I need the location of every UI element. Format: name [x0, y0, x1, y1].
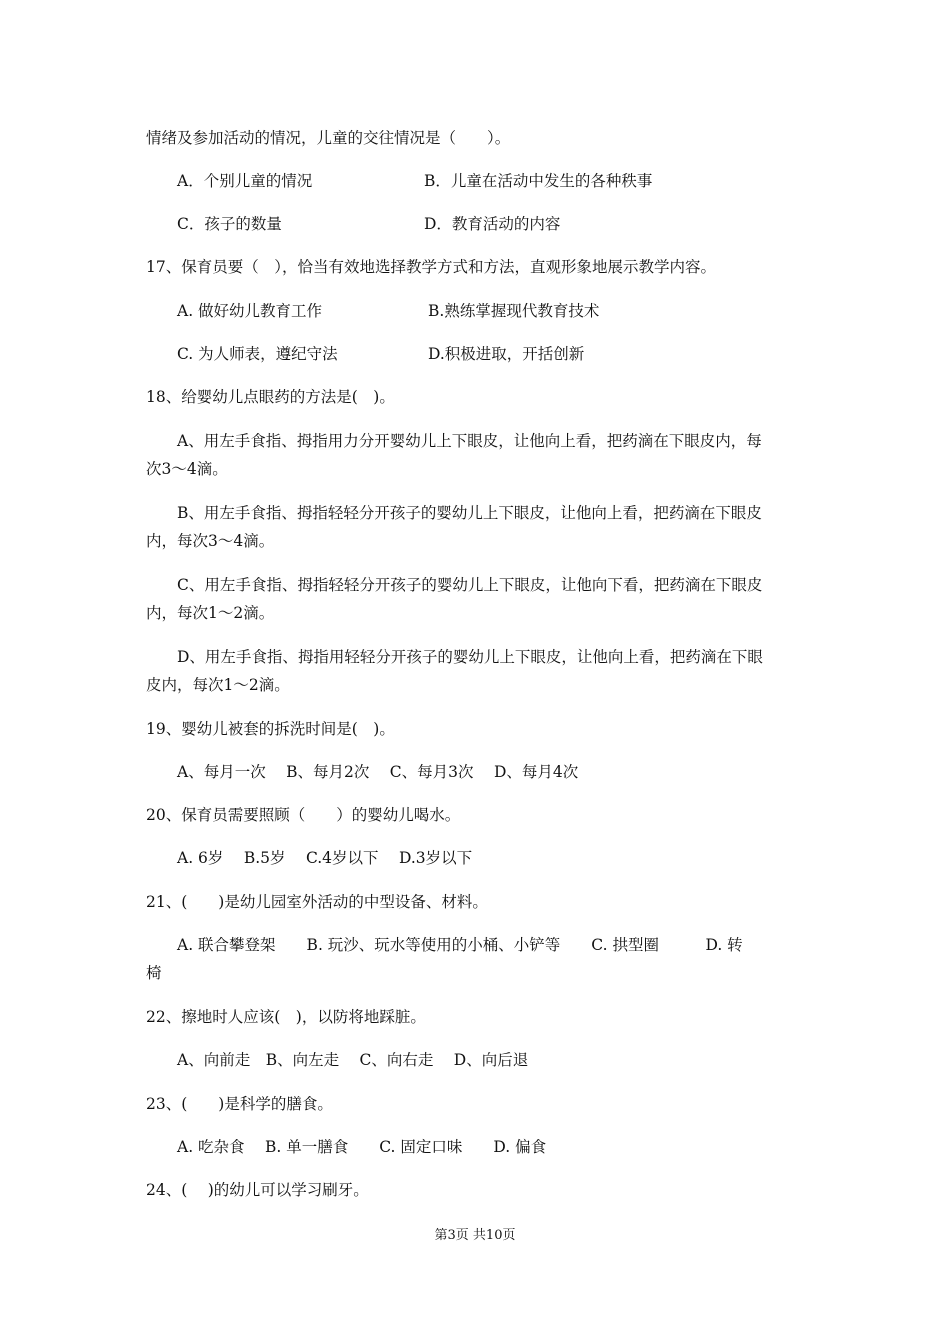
q18-option-c-line1: C、用左手食指、拇指轻轻分开孩子的婴幼儿上下眼皮，让他向下看，把药滴在下眼皮 — [177, 576, 763, 594]
question-21: 21、( )是幼儿园室外活动的中型设备、材料。 — [146, 893, 488, 911]
q18-option-d-line1: D、用左手食指、拇指用轻轻分开孩子的婴幼儿上下眼皮，让他向上看，把药滴在下眼 — [177, 648, 763, 666]
q17-option-a: A. 做好幼儿教育工作 — [177, 302, 323, 320]
q17-option-b: B.熟练掌握现代教育技术 — [428, 302, 600, 320]
q21-options-line1: A. 联合攀登架 B. 玩沙、玩水等使用的小桶、小铲等 C. 拱型圈 D. 转 — [177, 936, 743, 954]
question-17: 17、保育员要（ ），恰当有效地选择教学方式和方法，直观形象地展示教学内容。 — [146, 258, 716, 276]
question-19: 19、婴幼儿被套的拆洗时间是( )。 — [146, 720, 395, 738]
q22-options: A、向前走 B、向左走 C、向右走 D、向后退 — [177, 1051, 529, 1069]
q17-option-d: D.积极进取，开括创新 — [428, 345, 585, 363]
q19-options: A、每月一次 B、每月2次 C、每月3次 D、每月4次 — [177, 763, 579, 781]
q20-options: A. 6岁 B.5岁 C.4岁以下 D.3岁以下 — [177, 849, 473, 867]
q16-option-c: C．孩子的数量 — [177, 215, 282, 233]
q21-options-line2: 椅 — [146, 964, 162, 982]
question-18: 18、给婴幼儿点眼药的方法是( )。 — [146, 388, 395, 406]
question-20: 20、保育员需要照顾（ ）的婴幼儿喝水。 — [146, 806, 461, 824]
q23-options: A. 吃杂食 B. 单一膳食 C. 固定口味 D. 偏食 — [177, 1138, 547, 1156]
page-footer: 第3页 共10页 — [434, 1228, 516, 1243]
q18-option-b-line1: B、用左手食指、拇指轻轻分开孩子的婴幼儿上下眼皮，让他向上看，把药滴在下眼皮 — [177, 504, 762, 522]
q18-option-a-line2: 次3～4滴。 — [146, 460, 228, 478]
q18-option-c-line2: 内，每次1～2滴。 — [146, 604, 275, 622]
question-23: 23、( )是科学的膳食。 — [146, 1095, 333, 1113]
q18-option-b-line2: 内，每次3～4滴。 — [146, 532, 275, 550]
question-16-stem-continued: 情绪及参加活动的情况，儿童的交往情况是（ ）。 — [146, 129, 511, 147]
q16-option-b: B．儿童在活动中发生的各种秩事 — [424, 172, 653, 190]
question-24: 24、( )的幼儿可以学习刷牙。 — [146, 1181, 369, 1199]
q18-option-d-line2: 皮内，每次1～2滴。 — [146, 676, 290, 694]
q18-option-a-line1: A、用左手食指、拇指用力分开婴幼儿上下眼皮，让他向上看，把药滴在下眼皮内，每 — [177, 432, 762, 450]
q17-option-c: C. 为人师表，遵纪守法 — [177, 345, 338, 363]
q16-option-a: A．个别儿童的情况 — [177, 172, 313, 190]
q16-option-d: D．教育活动的内容 — [424, 215, 561, 233]
question-22: 22、擦地时人应该( )，以防将地踩脏。 — [146, 1008, 426, 1026]
